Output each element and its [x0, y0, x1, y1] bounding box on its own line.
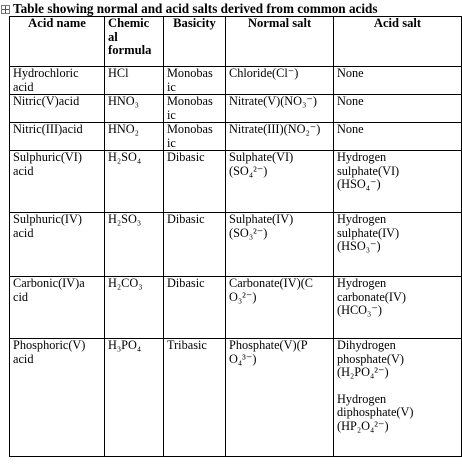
table-caption — [0, 0, 378, 17]
acid-salt-cell: Dihydrogen phosphate(V) (H₂PO₄²⁻) Hydrogen diphosphate(V) (HP₂O₄²⁻) — [334, 339, 462, 457]
table-row — [10, 123, 462, 151]
formula-cell: HCl — [105, 67, 164, 95]
table-row — [10, 67, 462, 95]
basicity-cell: Dibasic — [164, 151, 226, 213]
normal-salt-cell: Carbonate(IV)(C O₃²⁻) — [226, 277, 334, 339]
acid-salt-cell: None — [334, 67, 462, 95]
acid-name-cell: Carbonic(IV)a cid — [10, 277, 105, 339]
basicity-cell: Dibasic — [164, 277, 226, 339]
normal-salt-cell: Nitrate(III)(NO₂⁻) — [226, 123, 334, 151]
acid-name-cell: Sulphuric(IV) acid — [10, 213, 105, 277]
header-row — [10, 17, 462, 67]
acid-name-cell: Phosphoric(V) acid — [10, 339, 105, 457]
acid-name-cell: Sulphuric(VI) acid — [10, 151, 105, 213]
normal-salt-cell: Sulphate(VI) (SO₄²⁻) — [226, 151, 334, 213]
acid-salt-cell: Hydrogen sulphate(VI) (HSO₄⁻) — [334, 151, 462, 213]
basicity-cell: Monobas ic — [164, 95, 226, 123]
normal-salt-cell: Chloride(Cl⁻) — [226, 67, 334, 95]
header-acid-name: Acid name — [10, 17, 105, 67]
formula-cell: HNO₃ — [105, 95, 164, 123]
basicity-cell: Tribasic — [164, 339, 226, 457]
table-move-handle-icon[interactable] — [1, 5, 10, 14]
header-chemical-formula: Chemic al formula — [105, 17, 164, 67]
formula-cell: H₂SO₄ — [105, 151, 164, 213]
table-row — [10, 339, 462, 457]
acid-salt-cell: Hydrogen carbonate(IV) (HCO₃⁻) — [334, 277, 462, 339]
acid-name-cell: Hydrochloric acid — [10, 67, 105, 95]
header-basicity: Basicity — [164, 17, 226, 67]
normal-salt-cell: Nitrate(V)(NO₃⁻) — [226, 95, 334, 123]
formula-cell: HNO₂ — [105, 123, 164, 151]
basicity-cell: Monobas ic — [164, 67, 226, 95]
caption-text: Table showing normal and acid salts derived from common acids — [13, 1, 378, 16]
formula-cell: H₃PO₄ — [105, 339, 164, 457]
table-row — [10, 277, 462, 339]
acid-salts-table — [9, 16, 462, 457]
acid-salt-cell: Hydrogen sulphate(IV) (HSO₃⁻) — [334, 213, 462, 277]
basicity-cell: Monobas ic — [164, 123, 226, 151]
header-normal-salt: Normal salt — [226, 17, 334, 67]
acid-name-cell: Nitric(III)acid — [10, 123, 105, 151]
header-acid-salt: Acid salt — [334, 17, 462, 67]
table-row — [10, 213, 462, 277]
acid-salt-cell: None — [334, 123, 462, 151]
normal-salt-cell: Sulphate(IV) (SO₃²⁻) — [226, 213, 334, 277]
normal-salt-cell: Phosphate(V)(P O₄³⁻) — [226, 339, 334, 457]
table-row — [10, 95, 462, 123]
basicity-cell: Dibasic — [164, 213, 226, 277]
acid-salt-cell: None — [334, 95, 462, 123]
acid-name-cell: Nitric(V)acid — [10, 95, 105, 123]
formula-cell: H₂SO₃ — [105, 213, 164, 277]
formula-cell: H₂CO₃ — [105, 277, 164, 339]
table-row — [10, 151, 462, 213]
